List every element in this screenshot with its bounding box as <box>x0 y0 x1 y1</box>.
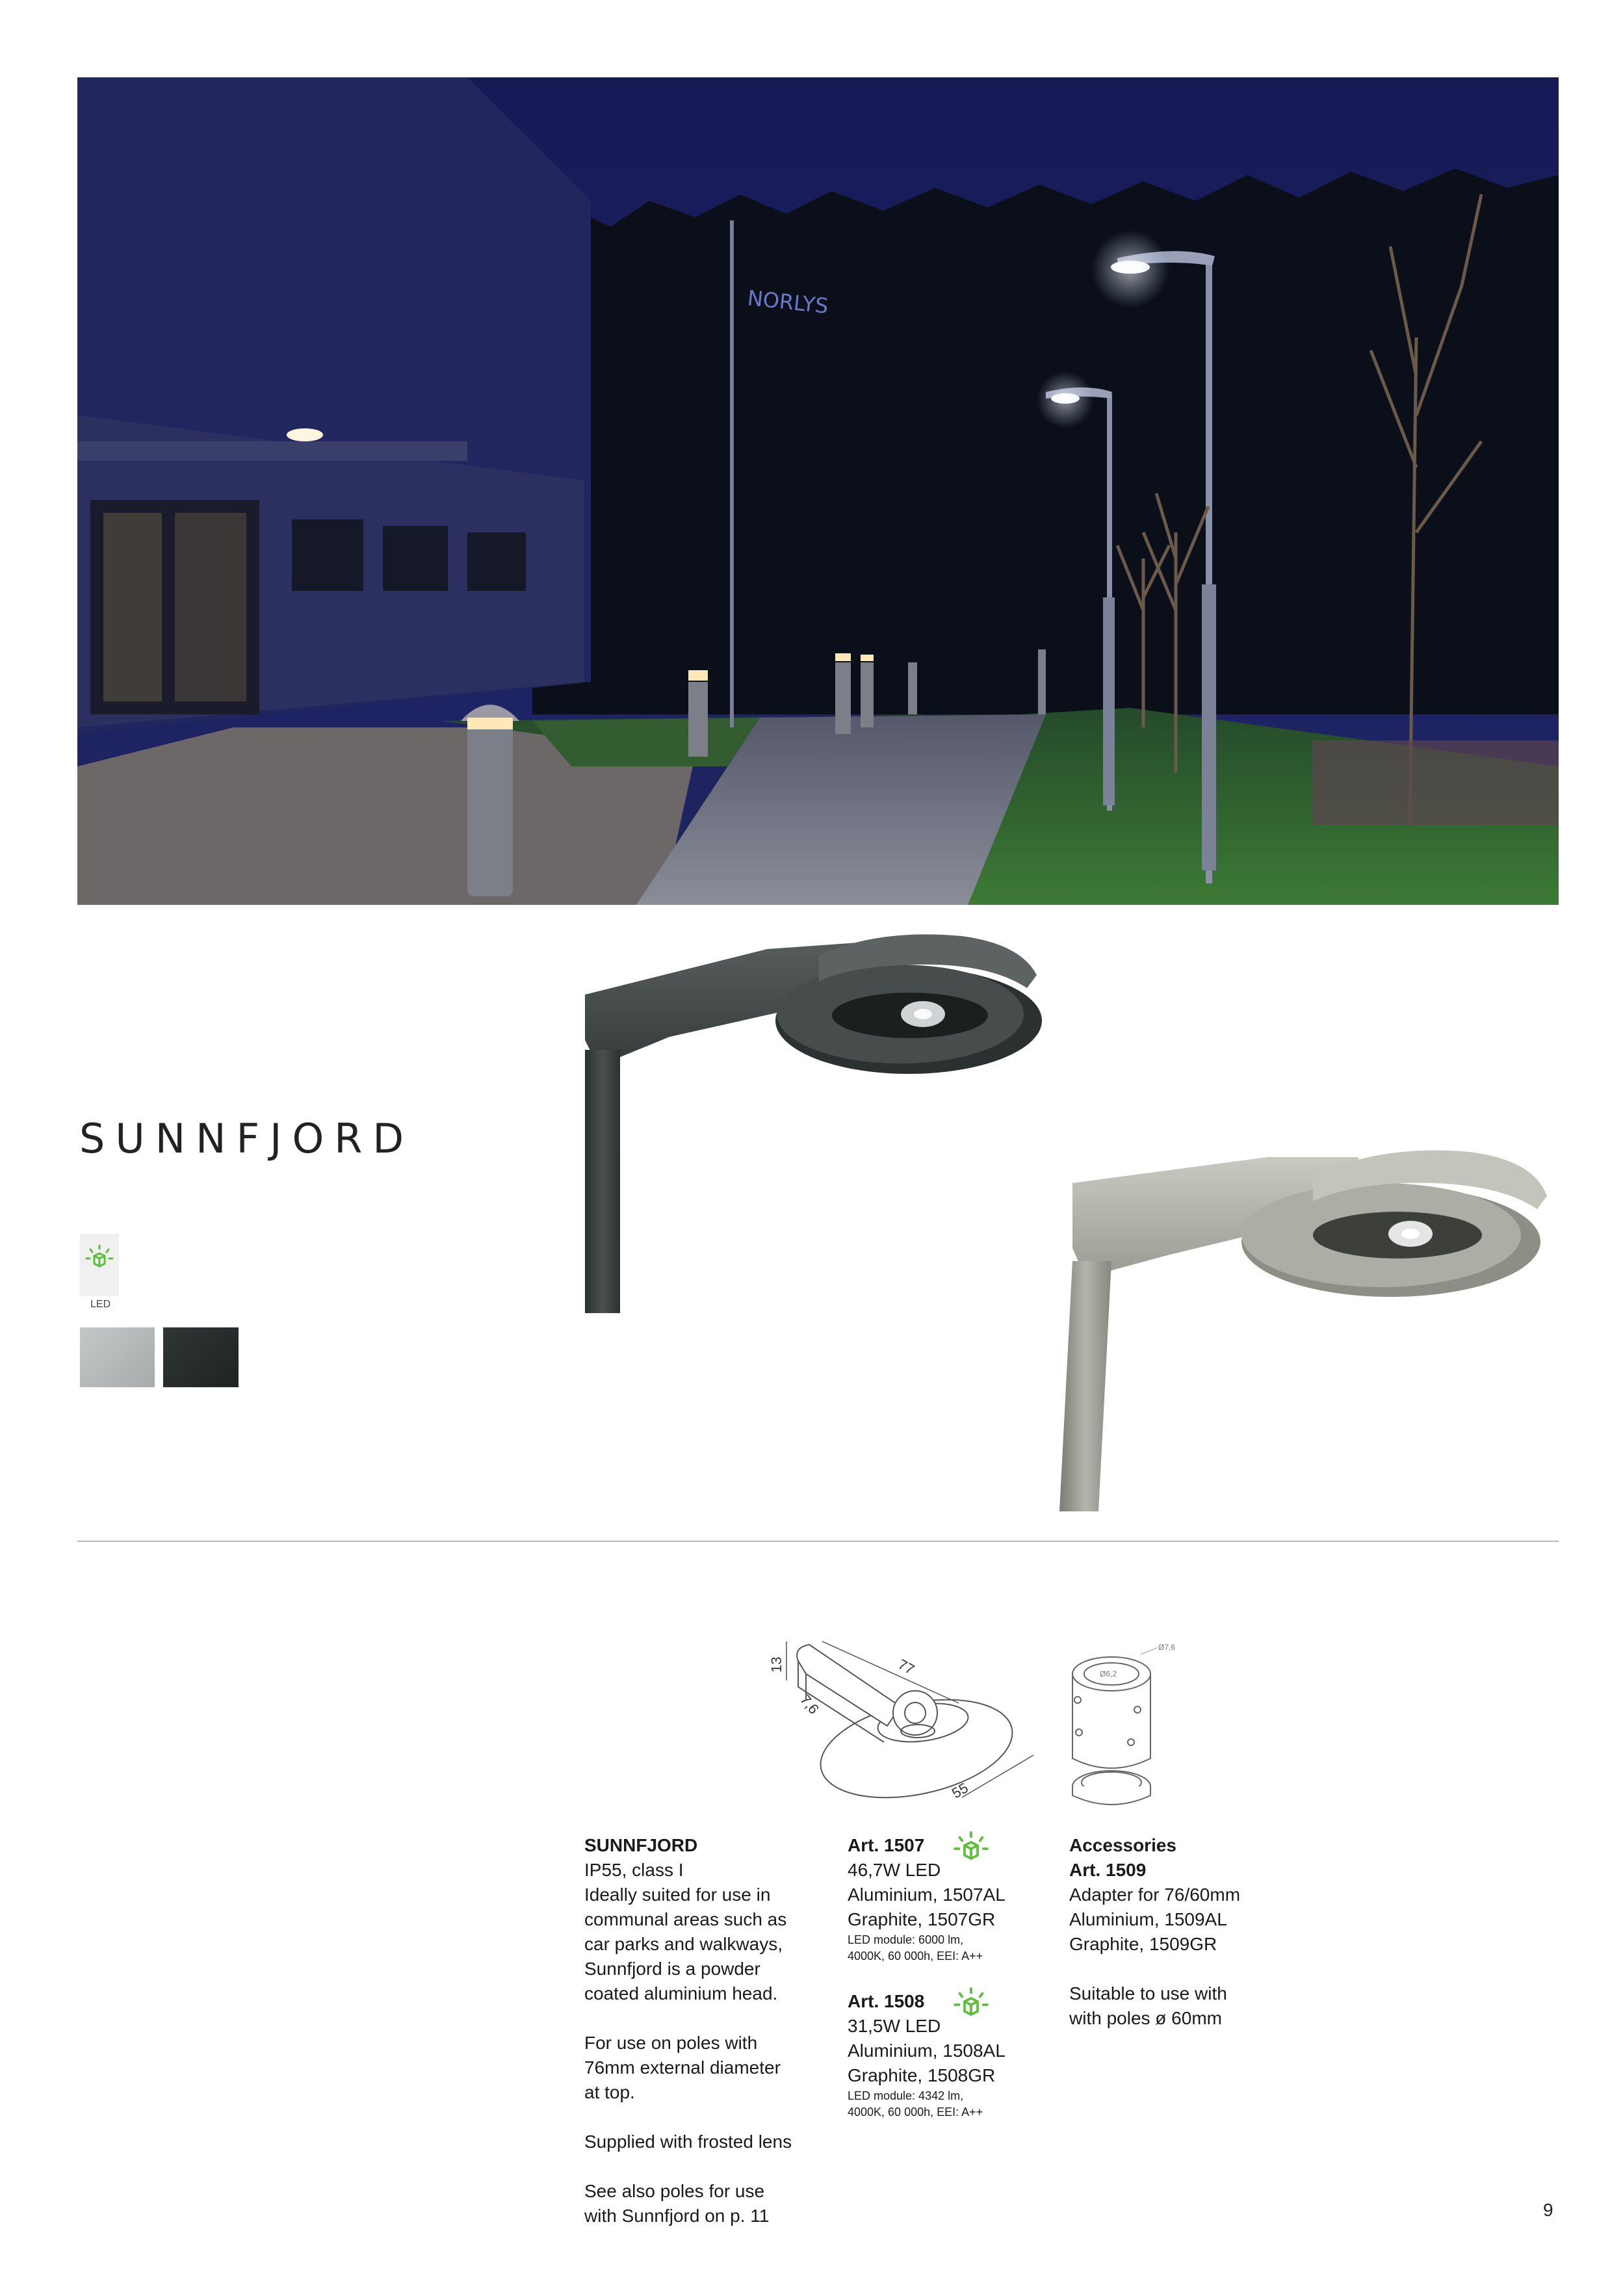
led-module-spec: LED module: 6000 lm, <box>848 1933 964 1946</box>
dim-height: 13 <box>768 1656 785 1673</box>
accessory-variant-al: Aluminium, 1509AL <box>1069 1909 1227 1929</box>
article-number: Art. 1508 <box>848 1991 925 2011</box>
article-variant-gr: Graphite, 1508GR <box>848 2065 996 2085</box>
desc-line: For use on poles with <box>584 2033 758 2053</box>
article-variant-al: Aluminium, 1507AL <box>848 1885 1006 1905</box>
led-badge <box>80 1234 119 1296</box>
led-label: LED <box>90 1299 111 1310</box>
article-power: 46,7W LED <box>848 1860 941 1880</box>
luminaire-aluminium-image <box>1053 1131 1560 1511</box>
led-icon <box>952 1829 991 1868</box>
dim-diameter: 55 <box>949 1779 971 1802</box>
color-swatch-aluminium <box>80 1327 155 1387</box>
desc-line: communal areas such as <box>584 1909 787 1929</box>
page-number: 9 <box>1543 2200 1553 2220</box>
accessory-desc: Adapter for 76/60mm <box>1069 1885 1241 1905</box>
led-module-spec: 4000K, 60 000h, EEI: A++ <box>848 2106 983 2119</box>
hero-photo <box>77 77 1559 905</box>
hero-scene <box>77 77 1559 905</box>
article-1507 <box>848 1833 1069 1964</box>
accessories-column <box>1069 1833 1303 2031</box>
adapter-drawing <box>1059 1638 1202 1814</box>
accessory-article: Art. 1509 <box>1069 1860 1147 1880</box>
adapter-inner-dim: Ø6,2 <box>1100 1669 1117 1678</box>
luminaire-graphite-image <box>572 923 1059 1313</box>
led-icon <box>84 1243 115 1274</box>
dim-pole: 7,6 <box>797 1691 822 1717</box>
desc-line: See also poles for use <box>584 2181 765 2201</box>
led-icon <box>952 1985 991 2024</box>
adapter-outer-dim: Ø7,6 <box>1158 1643 1176 1652</box>
desc-line: coated aluminium head. <box>584 1983 778 2003</box>
description-heading: SUNNFJORD <box>584 1835 698 1855</box>
article-power: 31,5W LED <box>848 2016 941 2036</box>
desc-line: at top. <box>584 2082 635 2102</box>
product-title: SUNNFJORD <box>79 1115 415 1162</box>
desc-line: 76mm external diameter <box>584 2057 781 2078</box>
dimension-drawing <box>747 1622 1033 1823</box>
desc-line: IP55, class I <box>584 1860 684 1880</box>
accessory-note: with poles ø 60mm <box>1069 2008 1222 2028</box>
article-variant-al: Aluminium, 1508AL <box>848 2041 1006 2061</box>
hero-sign: NORLYS <box>746 285 830 319</box>
accessories-heading: Accessories <box>1069 1835 1177 1855</box>
led-module-spec: 4000K, 60 000h, EEI: A++ <box>848 1950 983 1963</box>
desc-line: Sunnfjord is a powder <box>584 1959 760 1979</box>
accessory-note: Suitable to use with <box>1069 1983 1227 2003</box>
article-1508 <box>848 1989 1069 2120</box>
desc-line: car parks and walkways, <box>584 1934 783 1954</box>
led-module-spec: LED module: 4342 lm, <box>848 2089 964 2102</box>
dim-length: 77 <box>895 1656 918 1678</box>
accessory-variant-gr: Graphite, 1509GR <box>1069 1934 1217 1954</box>
dimension-drawing-svg <box>747 1622 1033 1823</box>
color-swatch-graphite <box>163 1327 239 1387</box>
desc-line: Ideally suited for use in <box>584 1885 771 1905</box>
product-photo-graphite <box>572 923 1059 1313</box>
section-divider <box>77 1541 1559 1542</box>
description-column <box>584 1833 831 2228</box>
desc-line: Supplied with frosted lens <box>584 2132 792 2152</box>
product-photo-aluminium <box>1053 1131 1560 1511</box>
adapter-drawing-svg <box>1059 1638 1202 1814</box>
desc-line: with Sunnfjord on p. 11 <box>584 2206 770 2226</box>
article-number: Art. 1507 <box>848 1835 925 1855</box>
articles-column <box>848 1833 1069 2120</box>
article-variant-gr: Graphite, 1507GR <box>848 1909 996 1929</box>
